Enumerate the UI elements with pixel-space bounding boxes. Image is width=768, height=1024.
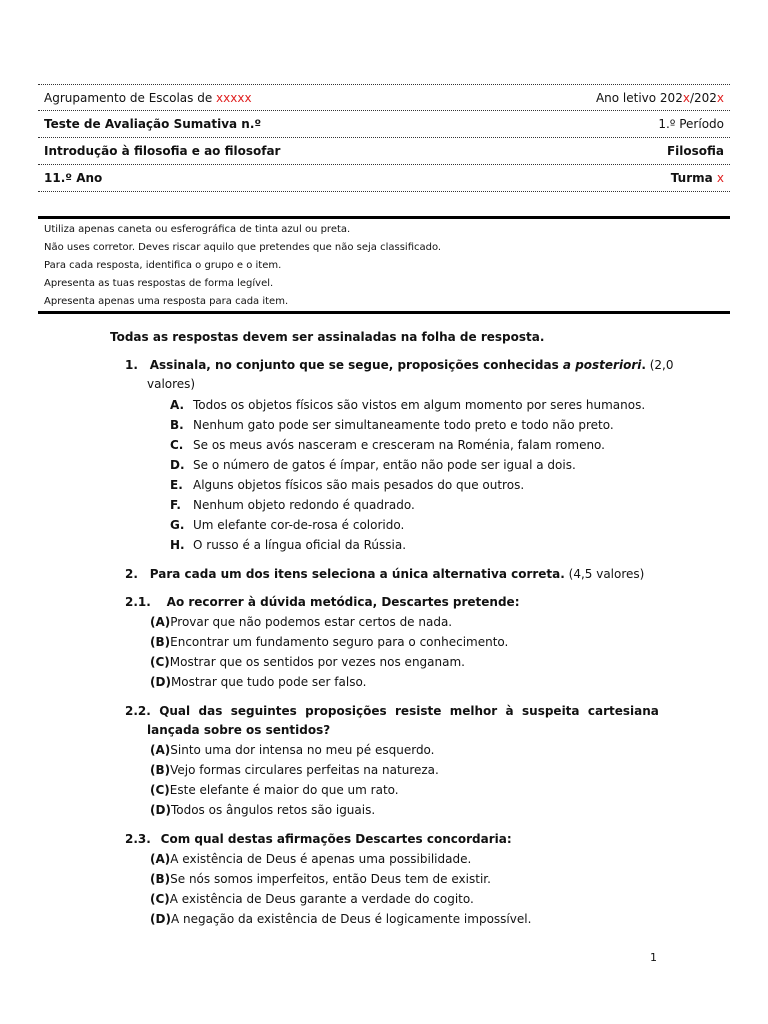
option-letter: (B) — [150, 763, 171, 777]
option-text: Um elefante cor-de-rosa é colorido. — [193, 518, 405, 532]
header-table — [38, 84, 730, 192]
option-text: O russo é a língua oficial da Rússia. — [193, 538, 407, 552]
class-value: x — [716, 171, 724, 185]
option-letter: D. — [170, 458, 185, 472]
option — [150, 655, 465, 669]
header-row-school — [38, 84, 730, 111]
option-text: Mostrar que os sentidos por vezes nos enganam. — [169, 655, 465, 669]
option — [170, 438, 605, 452]
option-text: Alguns objetos físicos são mais pesados do que outros. — [193, 478, 525, 492]
question-2-number: 2. — [125, 567, 138, 581]
option-letter: G. — [170, 518, 185, 532]
option — [170, 398, 645, 412]
question-1-end: . — [641, 358, 646, 372]
option-letter: (C) — [150, 655, 170, 669]
question-2-2-word: suspeita — [522, 704, 580, 718]
option-letter: (A) — [150, 743, 171, 757]
school-year — [596, 91, 724, 105]
option-text: A existência de Deus é apenas uma possibilidade. — [170, 852, 472, 866]
header-row-topic — [38, 138, 730, 165]
option — [150, 763, 439, 777]
option-text: Provar que não podemos estar certos de nada. — [170, 615, 453, 629]
option — [150, 892, 474, 906]
option-letter: H. — [170, 538, 185, 552]
option-letter: A. — [170, 398, 185, 412]
option-text: A negação da existência de Deus é logicamente impossível. — [170, 912, 532, 926]
grade: 11.º Ano — [44, 171, 103, 185]
question-2-2-word: proposições — [305, 704, 387, 718]
question-1-text: Assinala, no conjunto que se segue, proposições conhecidas — [149, 358, 563, 372]
option — [150, 675, 366, 689]
option — [170, 518, 404, 532]
option-letter: (C) — [150, 783, 170, 797]
option-text: Encontrar um fundamento seguro para o conhecimento. — [170, 635, 509, 649]
option-letter: (A) — [150, 615, 171, 629]
instruction-line: Apresenta apenas uma resposta para cada item. — [44, 296, 289, 307]
question-2-1 — [125, 595, 520, 609]
option-text: Nenhum objeto redondo é quadrado. — [193, 498, 415, 512]
year-prefix: Ano letivo 202 — [595, 90, 683, 105]
question-2-1-number: 2.1. — [125, 595, 151, 609]
option-letter: B. — [170, 418, 184, 432]
option — [150, 635, 508, 649]
topic: Introdução à filosofia e ao filosofar — [44, 144, 281, 158]
instructions-box — [38, 216, 730, 314]
question-2-2-word: resiste — [395, 704, 442, 718]
question-2-2-text-cont: lançada sobre os sentidos? — [147, 723, 331, 737]
year-b: x — [716, 90, 724, 105]
question-1 — [125, 358, 674, 372]
option-text: Todos os ângulos retos são iguais. — [170, 803, 376, 817]
instruction-line: Para cada resposta, identifica o grupo e o item. — [44, 260, 282, 271]
year-a: x — [682, 90, 690, 105]
option-letter: (D) — [150, 803, 171, 817]
option-text: Este elefante é maior do que um rato. — [169, 783, 399, 797]
option-text: A existência de Deus garante a verdade do cogito. — [169, 892, 474, 906]
question-2-2-word: melhor — [449, 704, 498, 718]
question-2-3-number: 2.3. — [125, 832, 151, 846]
question-1-points-cont: valores) — [147, 377, 196, 391]
header-row-test — [38, 111, 730, 138]
option — [170, 498, 415, 512]
option-text: Vejo formas circulares perfeitas na natureza. — [170, 763, 439, 777]
instruction-line: Não uses corretor. Deves riscar aquilo que pretendes que não seja classificado. — [44, 242, 442, 253]
option-letter: (C) — [150, 892, 170, 906]
option-text: Sinto uma dor intensa no meu pé esquerdo. — [170, 743, 435, 757]
option — [150, 872, 491, 886]
question-1-points: (2,0 — [645, 358, 674, 372]
page-number: 1 — [650, 951, 657, 964]
header-row-grade — [38, 165, 730, 192]
question-2 — [125, 567, 644, 581]
question-2-2-word: Qual — [159, 704, 191, 718]
option — [150, 803, 375, 817]
question-2-2-word: à — [505, 704, 514, 718]
option — [170, 418, 614, 432]
school-line — [44, 91, 252, 105]
school-prefix: Agrupamento de Escolas de — [44, 90, 217, 105]
option-letter: (A) — [150, 852, 171, 866]
class-field — [671, 171, 724, 185]
subject: Filosofia — [666, 144, 724, 158]
instruction-line: Utiliza apenas caneta ou esferográfica de tinta azul ou preta. — [44, 224, 351, 235]
option-letter: (D) — [150, 675, 171, 689]
option — [150, 615, 452, 629]
question-2-2-word: seguintes — [230, 704, 297, 718]
question-2-2-word: cartesiana — [587, 704, 659, 718]
question-2-2-word: das — [198, 704, 223, 718]
option-text: Se o número de gatos é ímpar, então não pode ser igual a dois. — [193, 458, 576, 472]
option — [170, 478, 524, 492]
question-2-3-text: Com qual destas afirmações Descartes concordaria: — [160, 832, 512, 846]
option-letter: (B) — [150, 872, 171, 886]
option-letter: F. — [170, 498, 181, 512]
test-title: Teste de Avaliação Sumativa n.º — [44, 117, 262, 131]
option-text: Se os meus avós nasceram e cresceram na Roménia, falam romeno. — [193, 438, 605, 452]
option-letter: (B) — [150, 635, 171, 649]
option-letter: E. — [170, 478, 183, 492]
option — [150, 852, 471, 866]
option — [150, 743, 435, 757]
school-name: xxxxx — [216, 90, 252, 105]
question-1-number: 1. — [125, 358, 138, 372]
option-letter: (D) — [150, 912, 171, 926]
option — [150, 783, 399, 797]
instruction-line: Apresenta as tuas respostas de forma legível. — [44, 278, 274, 289]
question-1-italic: a posteriori — [562, 358, 642, 372]
question-2-2 — [125, 704, 659, 718]
question-2-2-number: 2.2. — [125, 704, 151, 718]
question-2-1-text: Ao recorrer à dúvida metódica, Descartes pretende: — [166, 595, 520, 609]
question-2-points: (4,5 valores) — [564, 567, 645, 581]
option — [170, 538, 406, 552]
question-2-3 — [125, 832, 512, 846]
period: 1.º Período — [658, 117, 724, 131]
intro-text: Todas as respostas devem ser assinaladas na folha de resposta. — [110, 330, 545, 344]
option — [170, 458, 576, 472]
option-text: Todos os objetos físicos são vistos em algum momento por seres humanos. — [193, 398, 646, 412]
option-text: Nenhum gato pode ser simultaneamente todo preto e todo não preto. — [193, 418, 614, 432]
option-text: Se nós somos imperfeitos, então Deus tem de existir. — [170, 872, 491, 886]
option-text: Mostrar que tudo pode ser falso. — [170, 675, 367, 689]
option — [150, 912, 531, 926]
option-letter: C. — [170, 438, 184, 452]
question-2-text: Para cada um dos itens seleciona a única alternativa correta. — [149, 567, 565, 581]
class-label: Turma — [670, 171, 717, 185]
year-mid: /202 — [689, 90, 717, 105]
